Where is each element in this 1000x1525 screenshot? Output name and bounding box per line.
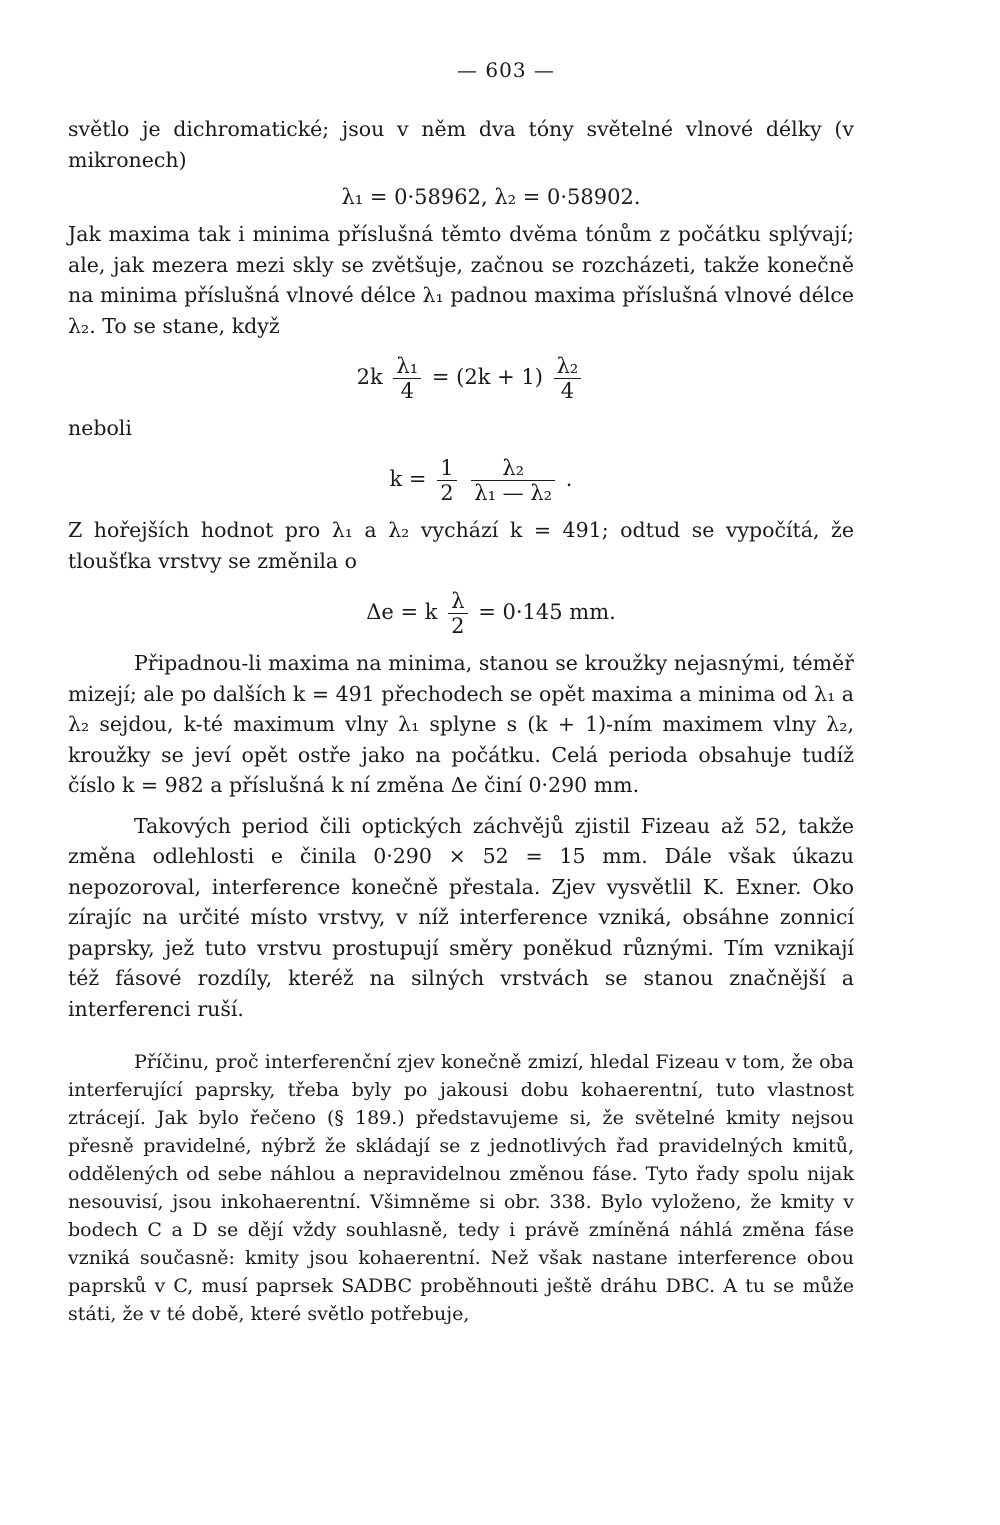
page-number: — 603 — [457,58,555,82]
eq4-right: = 0·145 mm. [478,600,616,624]
book-page [68,58,854,1328]
spacer [68,801,854,811]
eq2-right-fraction [554,354,582,403]
eq2-right-coef: (2k + 1) [456,365,543,389]
eq3-end: . [565,467,573,491]
equation-wavelengths: λ₁ = 0·58962, λ₂ = 0·58902. [341,185,641,209]
eq2-left-num: λ₁ [393,354,421,379]
equation-condition [68,345,854,409]
spacer [68,1024,854,1048]
eq3-f2-den: λ₁ — λ₂ [474,481,553,505]
eq3-fraction-half [437,456,456,505]
paragraph-maxima-minima: Jak maxima tak i minima příslušná těmto dvěma tónům z počátku splývají; ale, jak mezera mezi skly se zvětšuje, začnou se rozcházeti, takže konečně na minima příslušná vlnové délce λ₁ padnou maxima příslušná vlnové délce λ₂. To se stane, když [68,222,854,338]
eq3-fraction-lambda [471,456,555,505]
label-neboli: neboli [68,416,132,440]
equation-delta-e [68,580,854,644]
eq2-equals: = [431,365,450,389]
eq2-right-den: 4 [560,379,575,403]
eq2-right-num: λ₂ [554,354,582,379]
eq3-f1-den: 2 [440,481,454,505]
eq4-den: 2 [451,614,465,638]
paragraph-cause: Příčinu, proč interferenční zjev konečně zmizí, hledal Fizeau v tom, že oba interferující paprsky, třeba byly po jakousi dobu kohaerentní, tuto vlastnost ztrácejí. Jak bylo řečeno (§ 189.) představujeme si, že světelné kmity nejsou přesně pravidelné, nýbrž že skládají se z jednotlivých řad pravidelných kmitů, oddělených od sebe náhlou a nepravidelnou změnou fáse. Tyto řady spolu nijak nesouvisí, jsou inkohaerentní. Všimněme si obr. 338. Bylo vyloženo, že kmity v bodech C a D se dějí vždy souhlasně, tedy i právě zmíněná náhlá změna fáse vzniká současně: kmity jsou kohaerentní. Než však nastane interference obou paprsků v C, musí paprsek SADBC proběhnouti ještě dráhu DBC. A tu se může státi, že v té době, které světlo potřebuje, [68,1051,854,1325]
eq2-left-den: 4 [400,379,414,403]
eq2-left-coef: 2k [356,365,383,389]
eq2-left-fraction [393,354,421,403]
paragraph-fizeau-periods: Takových period čili optických záchvějů zjistil Fizeau až 52, takže změna odlehlosti e činila 0·290 × 52 = 15 mm. Dále však úkazu nepozoroval, interference konečně přestala. Zjev vysvětlil K. Exner. Oko zírajíc na určité místo vrstvy, v níž interference vzniká, obsáhne zonnicí paprsky, jež tuto vrstvu prostupují směry poněkud různými. Tím vznikají též fásové rozdíly, kteréž na silných vrstvách se stanou značnější a interferenci ruší. [68,813,854,1021]
paragraph-period: Připadnou-li maxima na minima, stanou se kroužky nejasnými, téměř mizejí; ale po dalších k = 491 přechodech se opět maxima a minima od λ₁ a λ₂ sejdou, k-té maximum vlny λ₁ splyne s (k + 1)-ním maximem vlny λ₂, kroužky se jeví opět ostře jako na počátku. Celá perioda obsahuje tudíž číslo k = 982 a příslušná k ní změna Δe činí 0·290 mm. [68,651,854,797]
eq4-left: Δe = k [366,600,438,624]
paragraph-values: Z hořejších hodnot pro λ₁ a λ₂ vychází k = 491; odtud se vypočítá, že tloušťka vrstvy se změnila o [68,518,854,573]
equation-k [68,447,854,511]
eq3-f2-num: λ₂ [471,456,555,481]
eq3-f1-num: 1 [437,456,456,481]
eq3-left: k = [389,467,427,491]
paragraph-dichromatic: světlo je dichromatické; jsou v něm dva tóny světelné vlnové délky (v mikronech) [68,117,854,172]
eq4-num: λ [448,589,467,614]
eq4-fraction [448,589,467,638]
